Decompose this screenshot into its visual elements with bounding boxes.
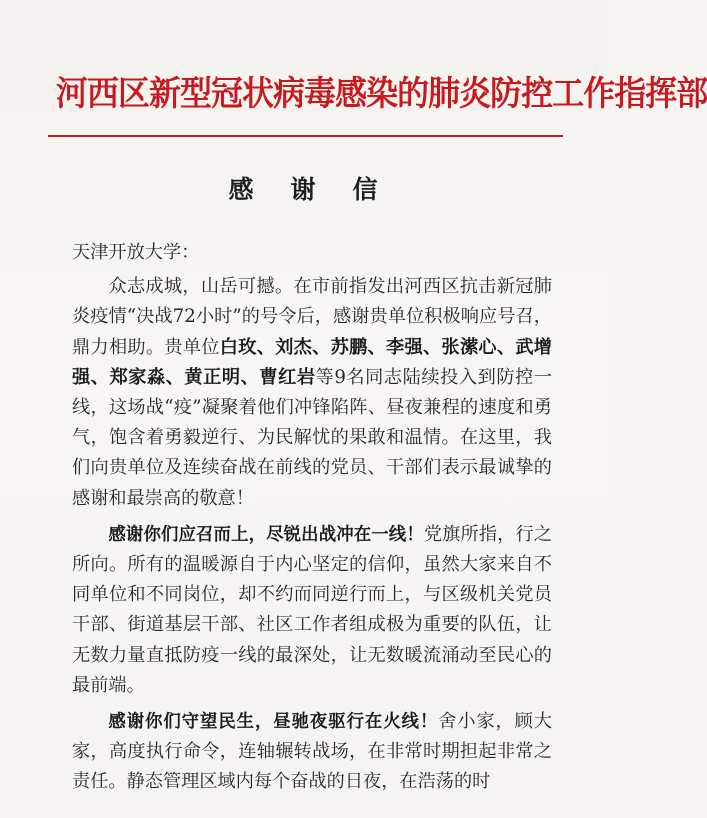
letter-title <box>0 170 607 206</box>
paragraph-1 <box>72 272 552 514</box>
paragraph-2 <box>72 520 552 701</box>
paragraph-3 <box>72 707 552 798</box>
paragraph-3-lead: 感谢你们守望民生，昼驰夜驱行在火线！ <box>108 712 439 733</box>
paragraph-1-rest: 等9名同志陆续投入到防控一线，这场战“疫”凝聚着他们冲锋陷阵、昼夜兼程的速度和勇气，饱含着勇毅逆行、为民解忧的果敢和温情。在这里，我们向贵单位及连续奋战在前线的党员、干部们表示最诚挚的感谢和最崇高的敬意！ <box>72 366 552 509</box>
paragraph-1-intro: 众志成城，山岳可撼。在市前指发出河西区抗击新冠肺炎疫情“决战72小时”的号令后，感谢贵单位积极响应号召，鼎力相助。贵单位 <box>72 276 552 358</box>
letterhead-title: 河西区新型冠状病毒感染的肺炎防控工作指挥部 <box>55 74 707 114</box>
paragraph-2-body: 党旗所指，行之所向。所有的温暖源自于内心坚定的信仰，虽然大家来自不同单位和不同岗位，却不约而同逆行而上，与区级机关党员干部、街道基层干部、社区工作者组成极为重要的队伍，让无数力量直抵防疫一线的最深处，让无数暖流涌动至民心的最前端。 <box>72 523 552 696</box>
letter-title-char: 信 <box>352 175 379 204</box>
salutation: 天津开放大学： <box>72 242 200 263</box>
volunteer-names: 白玫、刘杰、苏鹏、李强、张潆心、武增强、郑家淼、黄正明、曹红岩 <box>72 336 552 388</box>
paragraph-3-body: 舍小家，顾大家，高度执行命令，连轴辗转战场，在非常时期担起非常之责任。静态管理区域内每个奋战的日夜，在浩荡的时 <box>72 711 552 793</box>
letter-title-char: 谢 <box>290 175 317 204</box>
letter-body <box>72 238 552 798</box>
letter-title-char: 感 <box>228 175 255 204</box>
paragraph-2-lead: 感谢你们应召而上，尽锐出战冲在一线！ <box>108 524 424 545</box>
letterhead-divider <box>48 135 563 137</box>
